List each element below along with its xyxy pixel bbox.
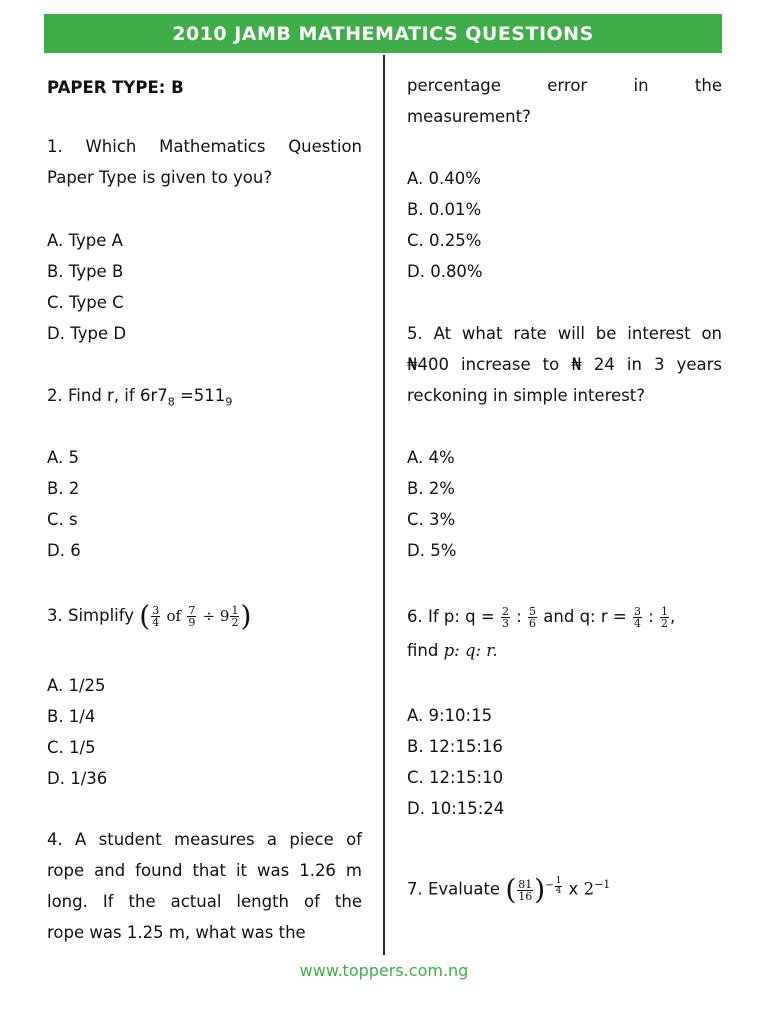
question-1-line: 1. Which Mathematics Question bbox=[47, 137, 362, 156]
fraction: $\frac{1}{4}$ bbox=[555, 875, 562, 896]
option: C. 0.25% bbox=[407, 231, 482, 250]
fraction: $\frac{3}{4}$ bbox=[633, 605, 641, 630]
option: C. 1/5 bbox=[47, 738, 96, 757]
option: B. 2 bbox=[47, 479, 80, 498]
q3-of: of bbox=[166, 607, 182, 625]
option: B. 0.01% bbox=[407, 200, 482, 219]
option: B. 1/4 bbox=[47, 707, 96, 726]
option: C. 3% bbox=[407, 510, 456, 529]
fraction: $\frac{7}{9}$ bbox=[188, 604, 196, 629]
question-2-options bbox=[47, 442, 362, 566]
question-6-line: find p: q: r. bbox=[407, 641, 498, 660]
option: A. 4% bbox=[407, 448, 455, 467]
fraction: $\frac{3}{4}$ bbox=[152, 604, 160, 629]
close-paren: ) bbox=[534, 873, 546, 906]
open-paren: ( bbox=[139, 599, 151, 633]
q3-divide: ÷ 9 bbox=[202, 607, 230, 625]
page-title: 2010 JAMB MATHEMATICS QUESTIONS bbox=[44, 14, 722, 53]
question-6-line: 6. If p: q = $\frac{2}{3}$ : $\frac{5}{6}$ and q: r = $\frac{3}{4}$ : $\frac{1}{2}$ , bbox=[407, 605, 676, 630]
fraction: $\frac{5}{6}$ bbox=[529, 605, 537, 630]
option: D. 10:15:24 bbox=[407, 799, 505, 818]
question-1-options bbox=[47, 225, 362, 349]
option: A. 5 bbox=[47, 448, 79, 467]
q7-prefix: 7. Evaluate bbox=[407, 879, 506, 899]
fraction: $\frac{81}{16}$ bbox=[518, 877, 533, 903]
question-4-line: 4. A student measures a piece of bbox=[47, 830, 362, 849]
option: B. 12:15:16 bbox=[407, 737, 503, 756]
question-6 bbox=[407, 600, 722, 668]
fraction: $\frac{1}{2}$ bbox=[231, 604, 239, 629]
question-4-line: measurement? bbox=[407, 107, 531, 126]
fraction: $\frac{2}{3}$ bbox=[501, 605, 509, 630]
paper-type: PAPER TYPE: B bbox=[47, 78, 184, 97]
option: B. Type B bbox=[47, 262, 124, 281]
question-3-options bbox=[47, 670, 362, 794]
q3-prefix: 3. Simplify bbox=[47, 606, 140, 625]
q2-prefix: 2. Find r, if 6r7 bbox=[47, 386, 168, 405]
option: A. 9:10:15 bbox=[407, 706, 493, 725]
question-4-line: rope and found that it was 1.26 m bbox=[47, 861, 362, 880]
column-divider bbox=[383, 55, 385, 955]
question-1 bbox=[47, 131, 362, 193]
exponent: − $\frac{1}{4}$ bbox=[545, 875, 562, 896]
close-paren: ) bbox=[240, 599, 252, 633]
question-4-line: long. If the actual length of the bbox=[47, 892, 362, 911]
option: C. s bbox=[47, 510, 78, 529]
fraction: $\frac{1}{2}$ bbox=[661, 605, 669, 630]
option: D. 5% bbox=[407, 541, 457, 560]
option: C. 12:15:10 bbox=[407, 768, 504, 787]
footer-url: www.toppers.com.ng bbox=[299, 961, 469, 980]
question-2 bbox=[47, 380, 362, 417]
question-5-options bbox=[407, 442, 722, 566]
question-6-options bbox=[407, 700, 722, 824]
question-1-line: Paper Type is given to you? bbox=[47, 168, 273, 187]
question-7: 7. Evaluate ( $\frac{81}{16}$ ) − $\frac{1}{4}$ x $2^{-1}$ bbox=[407, 868, 722, 907]
open-paren: ( bbox=[505, 873, 517, 906]
question-4-options bbox=[407, 163, 722, 287]
option: D. 1/36 bbox=[47, 769, 108, 788]
option: A. 0.40% bbox=[407, 169, 481, 188]
option: C. Type C bbox=[47, 293, 124, 312]
q2-base-9: 9 bbox=[225, 395, 233, 409]
option: D. 6 bbox=[47, 541, 81, 560]
option: D. 0.80% bbox=[407, 262, 483, 281]
option: D. Type D bbox=[47, 324, 127, 343]
option: B. 2% bbox=[407, 479, 455, 498]
q2-mid: =511 bbox=[174, 386, 226, 405]
option: A. Type A bbox=[47, 231, 123, 250]
question-5-line: reckoning in simple interest? bbox=[407, 386, 645, 405]
question-4-line: percentage error in the bbox=[407, 76, 722, 95]
question-5-line: 5. At what rate will be interest on bbox=[407, 324, 722, 343]
question-3 bbox=[47, 600, 362, 632]
question-4-line: rope was 1.25 m, what was the bbox=[47, 923, 306, 942]
question-5-line: ₦400 increase to ₦ 24 in 3 years bbox=[407, 355, 722, 374]
q2-base-8: 8 bbox=[167, 395, 175, 409]
option: A. 1/25 bbox=[47, 676, 106, 695]
question-4 bbox=[47, 824, 362, 948]
question-4-continued bbox=[407, 70, 722, 132]
question-5 bbox=[407, 318, 722, 411]
